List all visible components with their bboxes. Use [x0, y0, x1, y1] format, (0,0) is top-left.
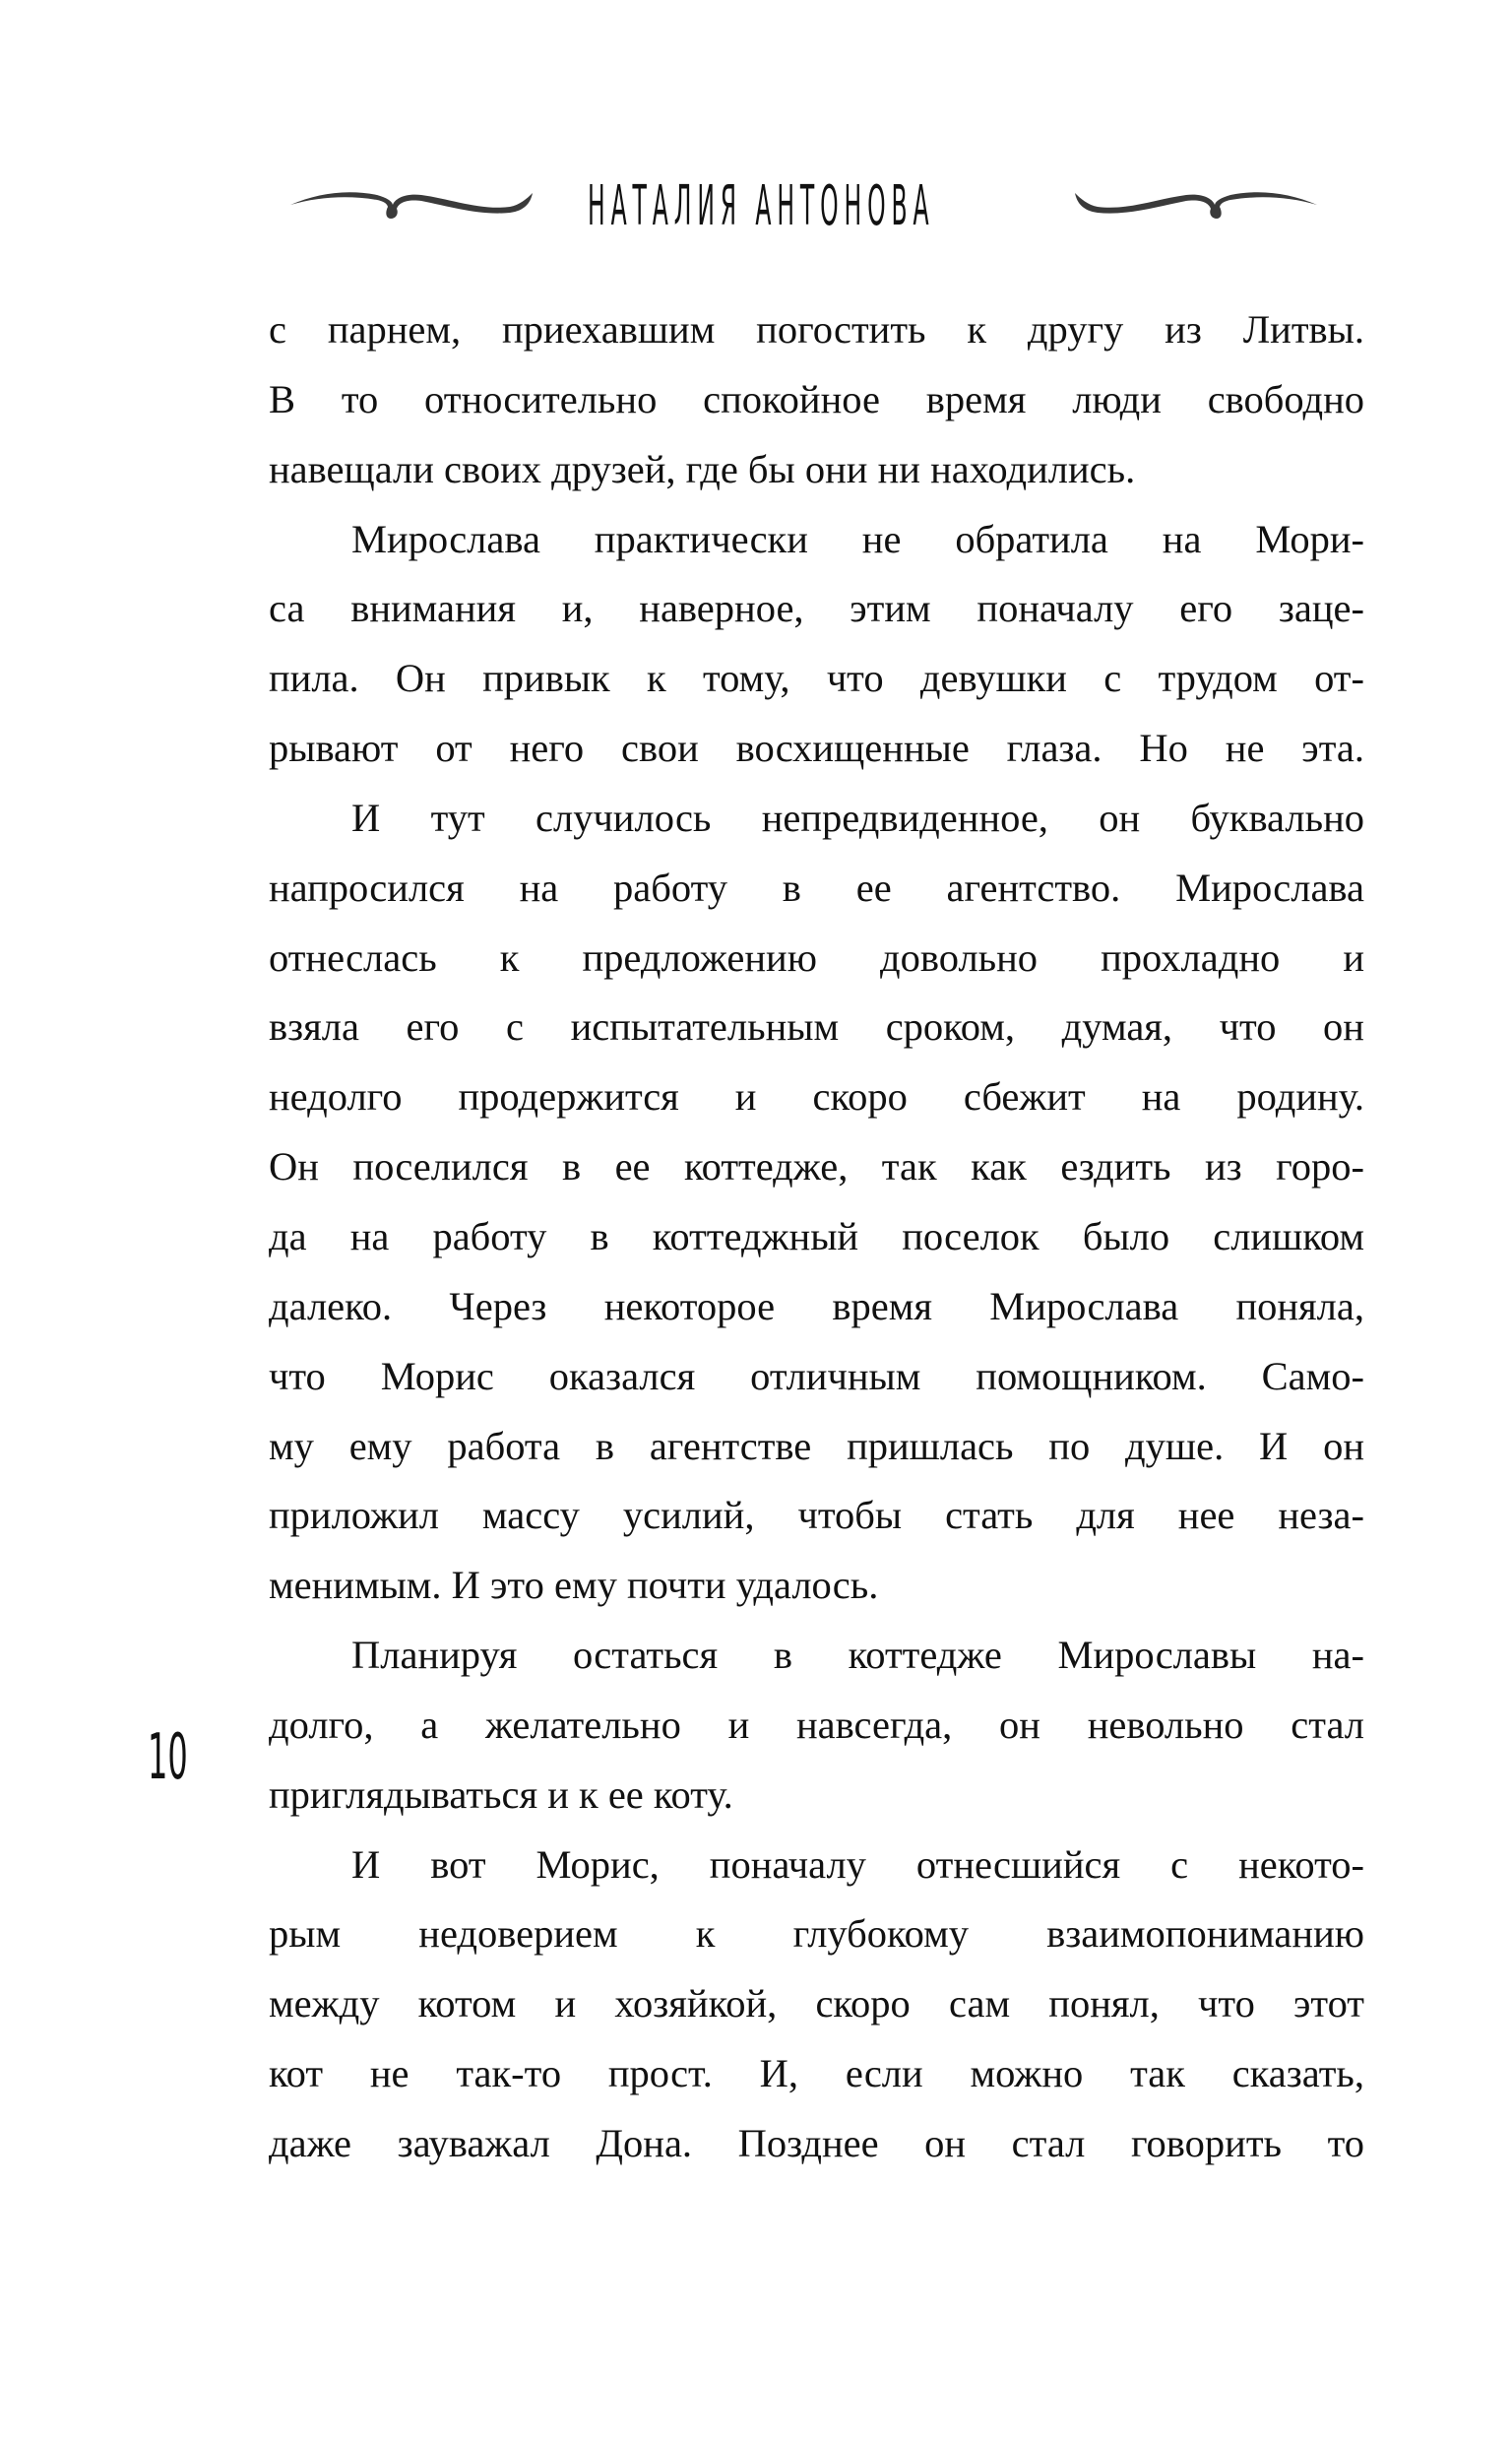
text-line: рывают от него свои восхищенные глаза. Но не эта.: [269, 726, 1364, 771]
paragraph: [269, 1621, 1364, 1831]
text-line: приложил массу усилий, чтобы стать для нее неза-: [269, 1493, 1364, 1538]
flourish-ornament-icon: [1073, 183, 1319, 219]
text-line: недолго продержится и скоро сбежит на родину.: [269, 1074, 1364, 1120]
text-line: И вот Морис, поначалу отнесшийся с некото-: [351, 1841, 1364, 1887]
body-text: [269, 295, 1364, 2179]
flourish-ornament-icon: [288, 183, 535, 219]
text-line: менимым. И это ему почти удалось.: [269, 1563, 879, 1608]
text-line: навещали своих друзей, где бы они ни находились.: [269, 446, 1136, 491]
text-line: да на работу в коттеджный поселок было слишком: [269, 1213, 1364, 1258]
text-line: отнеслась к предложению довольно прохладно и: [269, 934, 1364, 980]
text-line: Он поселился в ее коттедже, так как ездить из горо-: [269, 1144, 1364, 1189]
paragraph: [269, 295, 1364, 505]
paragraph: [269, 784, 1364, 1621]
text-line: что Морис оказался отличным помощником. Само-: [269, 1353, 1364, 1398]
text-line: И тут случилось непредвиденное, он буквально: [351, 795, 1364, 840]
page-number: 10: [148, 1721, 188, 1794]
text-line: пила. Он привык к тому, что девушки с трудом от-: [269, 656, 1364, 701]
text-line: приглядываться и к ее коту.: [269, 1771, 733, 1817]
text-line: Планируя остаться в коттедже Мирославы на-: [351, 1633, 1364, 1678]
paragraph: [269, 505, 1364, 784]
text-line: далеко. Через некоторое время Мирослава поняла,: [269, 1283, 1364, 1328]
text-line: взяла его с испытательным сроком, думая, что он: [269, 1004, 1364, 1050]
text-line: В то относительно спокойное время люди свободно: [269, 376, 1364, 421]
text-line: даже зауважал Дона. Позднее он стал говорить то: [269, 2120, 1364, 2165]
text-line: рым недоверием к глубокому взаимопониманию: [269, 1911, 1364, 1957]
text-line: между котом и хозяйкой, скоро сам понял, что этот: [269, 1981, 1364, 2026]
text-line: му ему работа в агентстве пришлась по душе. И он: [269, 1423, 1364, 1468]
text-line: са внимания и, наверное, этим поначалу его заце-: [269, 586, 1364, 631]
text-line: Мирослава практически не обратила на Мори-: [351, 516, 1364, 561]
text-line: с парнем, приехавшим погостить к другу из Литвы.: [269, 307, 1364, 352]
paragraph: [269, 1831, 1364, 2179]
text-line: кот не так-то прост. И, если можно так сказать,: [269, 2051, 1364, 2096]
text-line: напросился на работу в ее агентство. Мирослава: [269, 865, 1364, 910]
text-line: долго, а желательно и навсегда, он невольно стал: [269, 1702, 1364, 1747]
author-name: НАТАЛИЯ АНТОНОВА: [588, 174, 935, 238]
running-header: [0, 169, 1512, 238]
